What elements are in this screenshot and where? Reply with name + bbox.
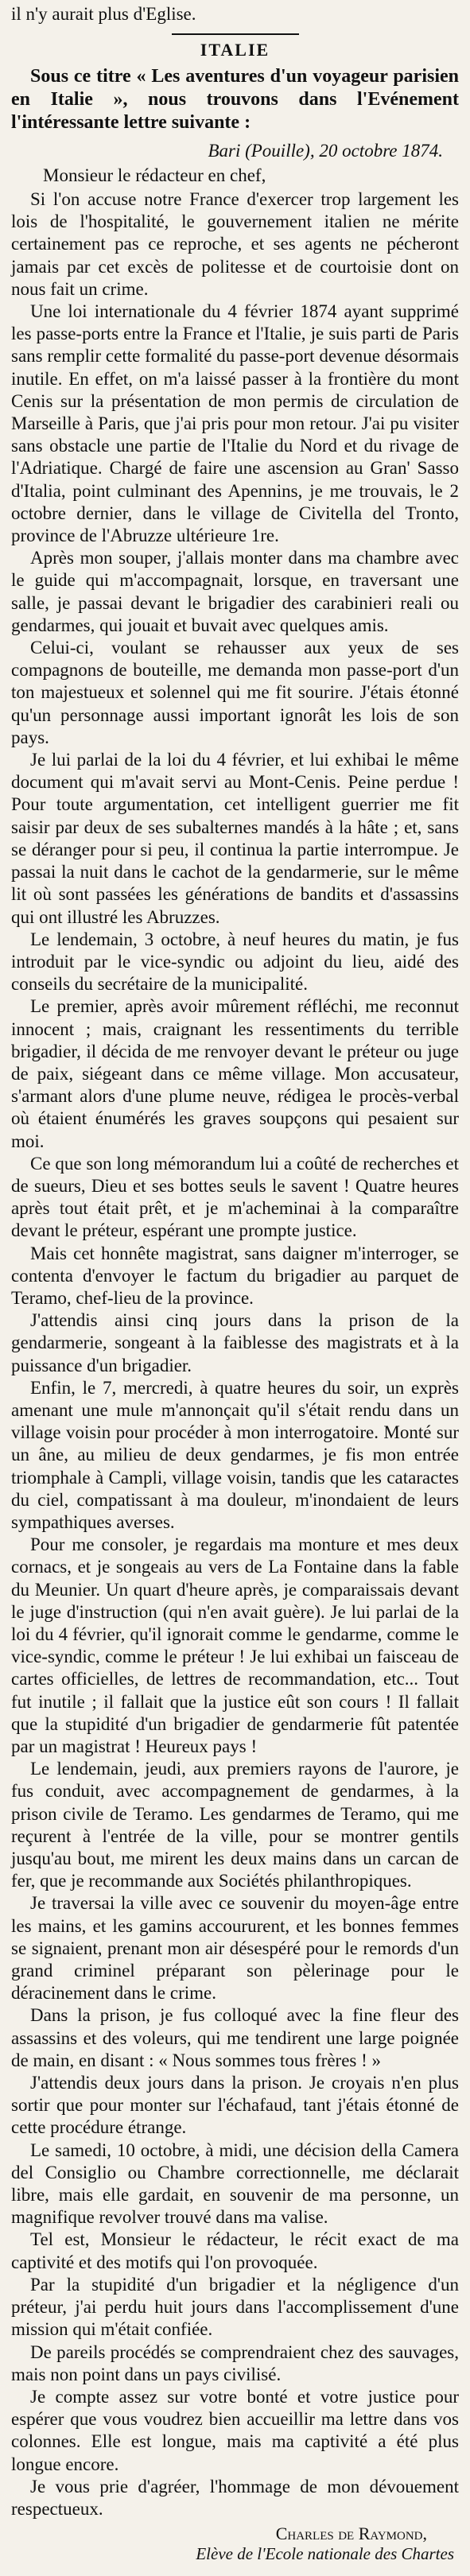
paragraph: De pareils procédés se comprendraient chez des sauvages, mais non point dans un pays civilisé. xyxy=(11,2341,459,2384)
paragraph: Le lendemain, 3 octobre, à neuf heures du matin, je fus introduit par le vice-syndic ou adjoint du lieu, aidé des conseils du secrétaire de la municipalité. xyxy=(11,929,459,995)
previous-article-end: il n'y aurait plus d'Eglise. xyxy=(11,4,196,24)
paragraph: Après mon souper, j'allais monter dans ma chambre avec le guide qui m'accompagnait, lorsque, en traversant une salle, je passai devant le brigadier des carabinieri reali ou gendarmes, qui jouait et buvait avec quelques amis. xyxy=(11,548,459,635)
paragraph: Je traversai la ville avec ce souvenir du moyen-âge entre les mains, et les gamins accoururent, et les bonnes femmes se signaient, prenant mon air désespéré pour le remords d'un grand criminel préparant son pèlerinage pour le déracinement dans le crime. xyxy=(11,1893,459,2004)
letter-body xyxy=(11,188,459,2520)
article-intro: Sous ce titre « Les aventures d'un voyageur parisien en Italie », nous trouvons dans l'Evénement l'intéressante lettre suivante : xyxy=(11,66,459,133)
paragraph: Je compte assez sur votre bonté et votre justice pour espérer que vous voudrez bien accueillir ma lettre dans vos colonnes. Elle est longue, mais ma captivité a été plus longue encore. xyxy=(11,2386,459,2474)
signature-name: Charles de Raymond, xyxy=(275,2524,427,2544)
paragraph: Si l'on accuse notre France d'exercer trop largement les lois de l'hospitalité, le gouvernement italien ne mérite certainement pas ce reproche, et ses agents ne pécheront jamais par cet excès de politesse et de courtoisie dont on nous fait un crime. xyxy=(11,189,459,299)
paragraph: Par la stupidité d'un brigadier et la négligence d'un préteur, j'ai perdu huit jours dans l'accomplissement d'une mission qui m'était confiée. xyxy=(11,2274,459,2340)
section-title: ITALIE xyxy=(200,40,270,60)
letter-salutation: Monsieur le rédacteur en chef, xyxy=(43,165,266,185)
paragraph: Une loi internationale du 4 février 1874 ayant supprimé les passe-ports entre la France et l'Italie, je suis parti de Paris sans remplir cette formalité du passe-port devenue désormais inutile. En effet, on m'a laissé passer à la frontière du mont Cenis sur la présentation de mon permis de circulation de Marseille à Paris, que j'ai pris pour mon retour. J'ai pu visiter sans obstacle une partie de l'Italie du Nord et du rivage de l'Adriatique. Chargé de faire une ascension au Gran' Sasso d'Italia, point culminant des Apennins, je me trouvais, le 2 octobre dernier, dans le village de Civitella del Tronto, province de l'Abruzze ultérieure 1re. xyxy=(11,301,459,546)
letter-dateline: Bari (Pouille), 20 octobre 1874. xyxy=(208,141,443,161)
paragraph: Je lui parlai de la loi du 4 février, et lui exhibai le même document qui m'avait servi au Mont-Cenis. Peine perdue ! Pour toute argumentation, cet intelligent guerrier me fit saisir par deux de ses subalternes mandés à la hâte ; et, sans se déranger pour si peu, il continua la partie interrompue. Je passai la nuit dans le cachot de la gendarmerie, sur le même lit où sont passées les générations de bandits et d'assassins qui ont illustré les Abruzzes. xyxy=(11,750,459,927)
paragraph: Le samedi, 10 octobre, à midi, une décision della Camera del Consiglio ou Chambre correctionnelle, me déclarait libre, mais elle gardait, en souvenir de ma personne, un magnifique revolver trouvé dans ma valise. xyxy=(11,2140,459,2228)
paragraph: J'attendis deux jours dans la prison. Je croyais n'en plus sortir que pour monter sur l'échafaud, tant j'étais étonné de cette procédure étrange. xyxy=(11,2073,459,2138)
paragraph: Dans la prison, je fus colloqué avec la fine fleur des assassins et des voleurs, qui me tendirent une large poignée de main, en disant : « Nous sommes tous frères ! » xyxy=(11,2005,459,2070)
paragraph: Le lendemain, jeudi, aux premiers rayons de l'aurore, je fus conduit, avec accompagnement de gendarmes, à la prison civile de Teramo. Les gendarmes de Teramo, qui me reçurent à l'entrée de la ville, pour se montrer gentils jusqu'au bout, me mirent les deux mains dans un carcan de fer, que je recommande aux Sociétés philanthropiques. xyxy=(11,1759,459,1891)
signature-title: Elève de l'Ecole nationale des Chartes xyxy=(196,2544,454,2564)
paragraph: Ce que son long mémorandum lui a coûté de recherches et de sueurs, Dieu et ses bottes seuls le savent ! Quatre heures après tout était prêt, et je m'acheminai à la comparaître devant le préteur, espérant une prompte justice. xyxy=(11,1153,459,1241)
paragraph: Mais cet honnête magistrat, sans daigner m'interroger, se contenta d'envoyer le factum du brigadier au parquet de Teramo, chef-lieu de la province. xyxy=(11,1243,459,1308)
paragraph: Pour me consoler, je regardais ma monture et mes deux cornacs, et je songeais au vers de La Fontaine dans la fable du Meunier. Un quart d'heure après, je comparaissais devant le juge d'instruction (qui n'en avait guère). Je lui parlai de la loi du 4 février, qu'il ignorait comme le gendarme, comme le vice-syndic, comme le préteur ! Je lui exhibai un faisceau de cartes officielles, de lettres de recommandation, etc... Tout fut inutile ; il fallait que la justice eût son cours ! Il fallait que la stupidité d'un brigadier de gendarmerie fût patentée par un magistrat ! Heureux pays ! xyxy=(11,1534,459,1757)
paragraph: Tel est, Monsieur le rédacteur, le récit exact de ma captivité et des motifs qui l'on provoquée. xyxy=(11,2229,459,2272)
paragraph: Le premier, après avoir mûrement réfléchi, me reconnut innocent ; mais, craignant les ressentiments du terrible brigadier, il décida de me renvoyer devant le préteur ou juge de paix, siégeant dans ce même village. Mon accusateur, s'armant alors d'une plume neuve, rédigea le procès-verbal où étaient énumérés les graves soupçons qui pesaient sur moi. xyxy=(11,996,459,1151)
paragraph: J'attendis ainsi cinq jours dans la prison de la gendarmerie, songeant à la faiblesse des magistrats et à la puissance d'un brigadier. xyxy=(11,1310,459,1375)
paragraph: Enfin, le 7, mercredi, à quatre heures du soir, un exprès amenant une mule m'annonçait qu'il s'était rendu dans un village voisin pour procéder à mon interrogatoire. Monté sur un âne, au milieu de deux gendarmes, je fis mon entrée triomphale à Campli, village voisin, tandis que les cataractes du ciel, compatissant à ma douleur, m'inondaient de leurs sympathiques averses. xyxy=(11,1377,459,1532)
paragraph: Celui-ci, voulant se rehausser aux yeux de ses compagnons de bouteille, me demanda mon passe-port d'un ton majestueux et solennel qui me fit sourire. J'étais étonné qu'un personnage aussi important ignorât les lois de son pays. xyxy=(11,638,459,747)
section-divider xyxy=(172,33,299,35)
paragraph: Je vous prie d'agréer, l'hommage de mon dévouement respectueux. xyxy=(11,2476,459,2519)
